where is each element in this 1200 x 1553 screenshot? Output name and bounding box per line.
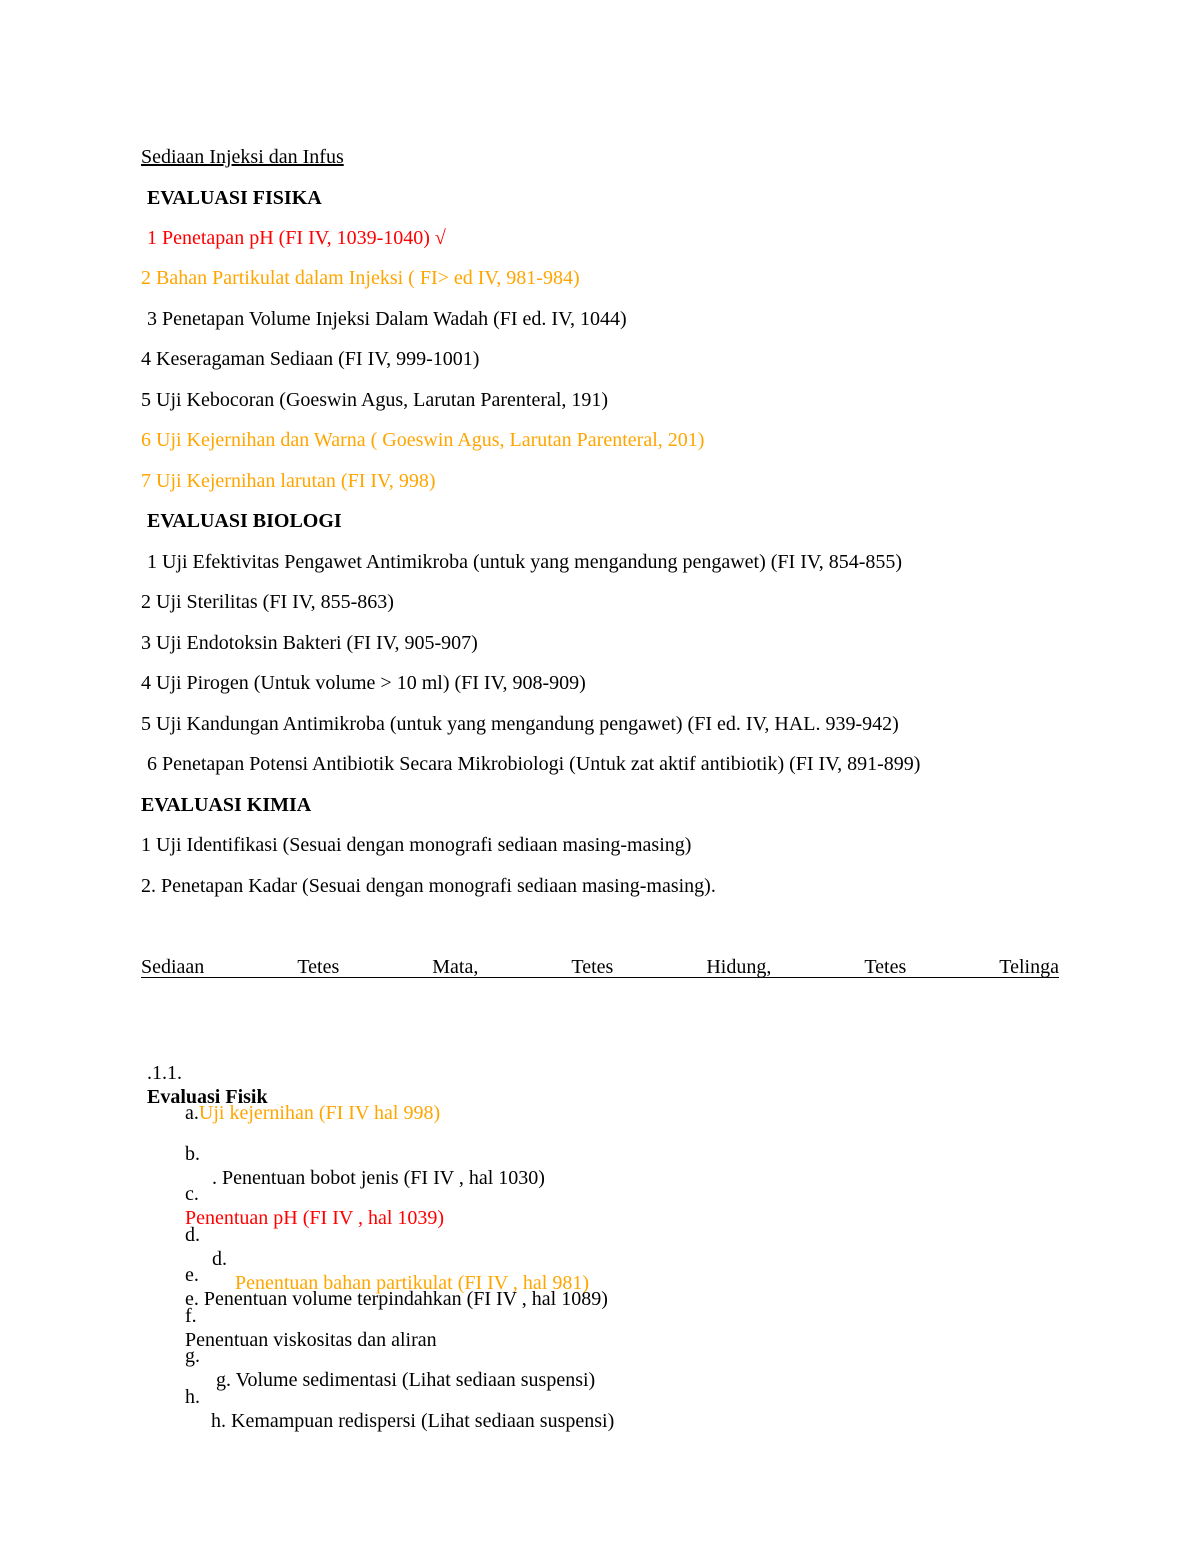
- item-text: h. Kemampuan redispersi (Lihat sediaan suspensi): [211, 1410, 615, 1432]
- fisika-item: 1 Penetapan pH (FI IV, 1039-1040) √: [147, 227, 446, 249]
- tetes-title-word: Telinga: [999, 956, 1059, 978]
- fisika-item: 3 Penetapan Volume Injeksi Dalam Wadah (FI ed. IV, 1044): [147, 308, 627, 330]
- fisika-heading: EVALUASI FISIKA: [147, 187, 322, 209]
- section-number: .1.1.: [147, 1062, 182, 1084]
- biologi-heading: EVALUASI BIOLOGI: [147, 510, 342, 532]
- item-text: Penentuan viskositas dan aliran: [185, 1329, 437, 1351]
- item-text: . Penentuan bobot jenis (FI IV , hal 1030): [212, 1167, 545, 1189]
- item-text: e. Penentuan volume terpindahkan (FI IV , hal 1089): [185, 1288, 608, 1310]
- fisika-item: 6 Uji Kejernihan dan Warna ( Goeswin Agus, Larutan Parenteral, 201): [141, 429, 705, 451]
- tetes-title-word: Hidung,: [706, 956, 772, 978]
- tetes-title-word: Mata,: [432, 956, 479, 978]
- fisik-item-a: [175, 1077, 440, 1125]
- fisik-item-c: [175, 1158, 444, 1230]
- fisik-item-f: [175, 1280, 437, 1352]
- biologi-item: 2 Uji Sterilitas (FI IV, 855-863): [141, 591, 394, 613]
- fisika-item: 7 Uji Kejernihan larutan (FI IV, 998): [141, 470, 436, 492]
- kimia-heading: EVALUASI KIMIA: [141, 794, 312, 816]
- tetes-title-word: Tetes: [297, 956, 340, 978]
- tetes-title-word: Sediaan: [141, 956, 205, 978]
- injeksi-title: Sediaan Injeksi dan Infus: [141, 146, 344, 168]
- biologi-item: 6 Penetapan Potensi Antibiotik Secara Mikrobiologi (Untuk zat aktif antibiotik) (FI IV, 891-899): [147, 753, 921, 775]
- biologi-item: 4 Uji Pirogen (Untuk volume > 10 ml) (FI IV, 908-909): [141, 672, 586, 694]
- tetes-title: [141, 955, 1059, 978]
- kimia-item: 1 Uji Identifikasi (Sesuai dengan monografi sediaan masing-masing): [141, 834, 692, 856]
- biologi-item: 5 Uji Kandungan Antimikroba (untuk yang mengandung pengawet) (FI ed. IV, HAL. 939-942): [141, 713, 899, 735]
- item-marker: g.: [185, 1345, 200, 1367]
- biologi-item: 3 Uji Endotoksin Bakteri (FI IV, 905-907): [141, 632, 478, 654]
- item-text: Uji kejernihan (FI IV hal 998): [198, 1102, 441, 1124]
- fisika-item: 4 Keseragaman Sediaan (FI IV, 999-1001): [141, 348, 480, 370]
- kimia-item: 2. Penetapan Kadar (Sesuai dengan monografi sediaan masing-masing).: [141, 875, 716, 897]
- fisika-item: 2 Bahan Partikulat dalam Injeksi ( FI> ed IV, 981-984): [141, 267, 580, 289]
- item-marker: c.: [185, 1183, 199, 1205]
- item-text: Penentuan pH (FI IV , hal 1039): [185, 1207, 445, 1229]
- section-title: Evaluasi Fisik: [147, 1086, 268, 1108]
- item-text: Penentuan bahan partikulat (FI IV , hal 981): [235, 1272, 589, 1294]
- item-marker: f.: [185, 1305, 197, 1327]
- biologi-item: 1 Uji Efektivitas Pengawet Antimikroba (untuk yang mengandung pengawet) (FI IV, 854-855): [147, 551, 903, 573]
- tetes-title-word: Tetes: [571, 956, 614, 978]
- item-text: g. Volume sedimentasi (Lihat sediaan suspensi): [216, 1369, 596, 1391]
- item-marker: b.: [185, 1143, 200, 1165]
- item-marker: e.: [185, 1264, 199, 1286]
- item-marker: h.: [185, 1386, 200, 1408]
- tetes-title-word: Tetes: [864, 956, 907, 978]
- item-marker: d.: [185, 1224, 200, 1246]
- item-prefix: d.: [212, 1248, 227, 1270]
- item-marker: a.: [185, 1102, 199, 1124]
- fisika-item: 5 Uji Kebocoran (Goeswin Agus, Larutan Parenteral, 191): [141, 389, 609, 411]
